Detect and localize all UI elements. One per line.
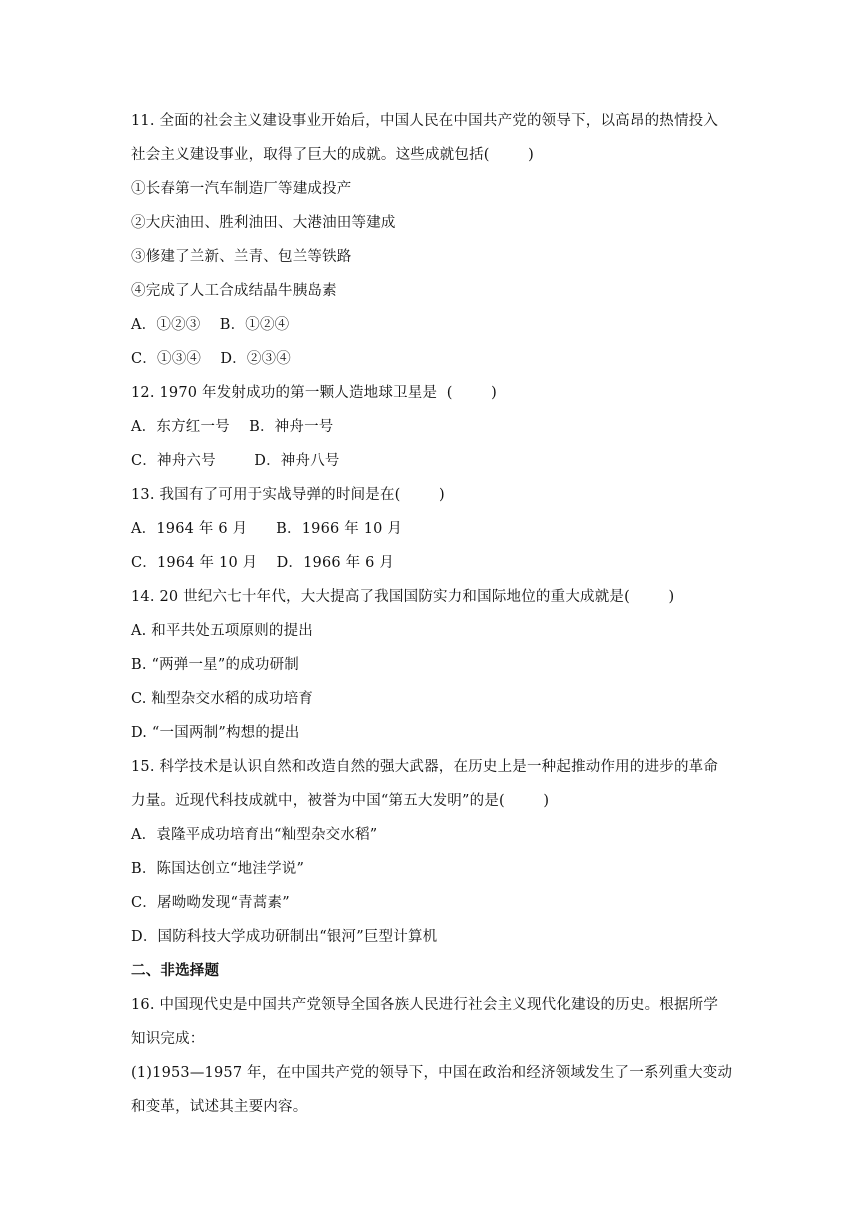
question-11-item-4: ④完成了人工合成结晶牛胰岛素	[131, 283, 337, 299]
question-12-text: 12. 1970 年发射成功的第一颗人造地球卫星是 ( )	[131, 385, 497, 401]
question-16-part-1-line-2: 和变革，试述其主要内容。	[131, 1099, 308, 1115]
question-15-option-c: C．屠呦呦发现“青蒿素”	[131, 895, 290, 911]
question-14-option-d: D. “一国两制”构想的提出	[131, 725, 300, 741]
question-14-option-a: A. 和平共处五项原则的提出	[131, 623, 313, 639]
question-11-item-3: ③修建了兰新、兰青、包兰等铁路	[131, 249, 352, 265]
question-15-option-a: A．袁隆平成功培育出“籼型杂交水稻”	[131, 827, 378, 843]
question-11-text-line-1: 11. 全面的社会主义建设事业开始后，中国人民在中国共产党的领导下，以高昂的热情投入	[131, 113, 719, 129]
question-12-options-row-2: C．神舟六号 D．神舟八号	[131, 453, 340, 469]
question-14-text: 14. 20 世纪六七十年代，大大提高了我国国防实力和国际地位的重大成就是( )	[131, 589, 675, 605]
question-16-part-1-line-1: (1)1953—1957 年，在中国共产党的领导下，中国在政治和经济领域发生了一系列重大变动	[131, 1065, 733, 1081]
question-13-options-row-1: A．1964 年 6 月 B．1966 年 10 月	[131, 521, 403, 537]
question-11-item-1: ①长春第一汽车制造厂等建成投产	[131, 181, 352, 197]
question-15-option-d: D．国防科技大学成功研制出“银河”巨型计算机	[131, 929, 438, 945]
question-16-text-line-1: 16. 中国现代史是中国共产党领导全国各族人民进行社会主义现代化建设的历史。根据所学	[131, 997, 719, 1013]
question-13-text: 13. 我国有了可用于实战导弹的时间是在( )	[131, 487, 445, 503]
question-15-text-line-2: 力量。近现代科技成就中，被誉为中国“第五大发明”的是( )	[131, 793, 550, 809]
question-14-option-b: B. “两弹一星”的成功研制	[131, 657, 299, 673]
question-11-item-2: ②大庆油田、胜利油田、大港油田等建成	[131, 215, 396, 231]
section-title-non-choice: 二、非选择题	[131, 962, 220, 979]
question-15-option-b: B．陈国达创立“地洼学说”	[131, 861, 305, 877]
question-13-options-row-2: C．1964 年 10 月 D．1966 年 6 月	[131, 555, 395, 571]
question-12-options-row-1: A．东方红一号 B．神舟一号	[131, 419, 334, 435]
question-15-text-line-1: 15. 科学技术是认识自然和改造自然的强大武器，在历史上是一种起推动作用的进步的革命	[131, 759, 719, 775]
question-11-text-line-2: 社会主义建设事业，取得了巨大的成就。这些成就包括( )	[131, 147, 534, 163]
question-16-text-line-2: 知识完成：	[131, 1031, 205, 1047]
question-11-options-row-2: C．①③④ D．②③④	[131, 351, 291, 367]
question-14-option-c: C. 籼型杂交水稻的成功培育	[131, 691, 314, 707]
question-11-options-row-1: A．①②③ B．①②④	[131, 317, 290, 333]
